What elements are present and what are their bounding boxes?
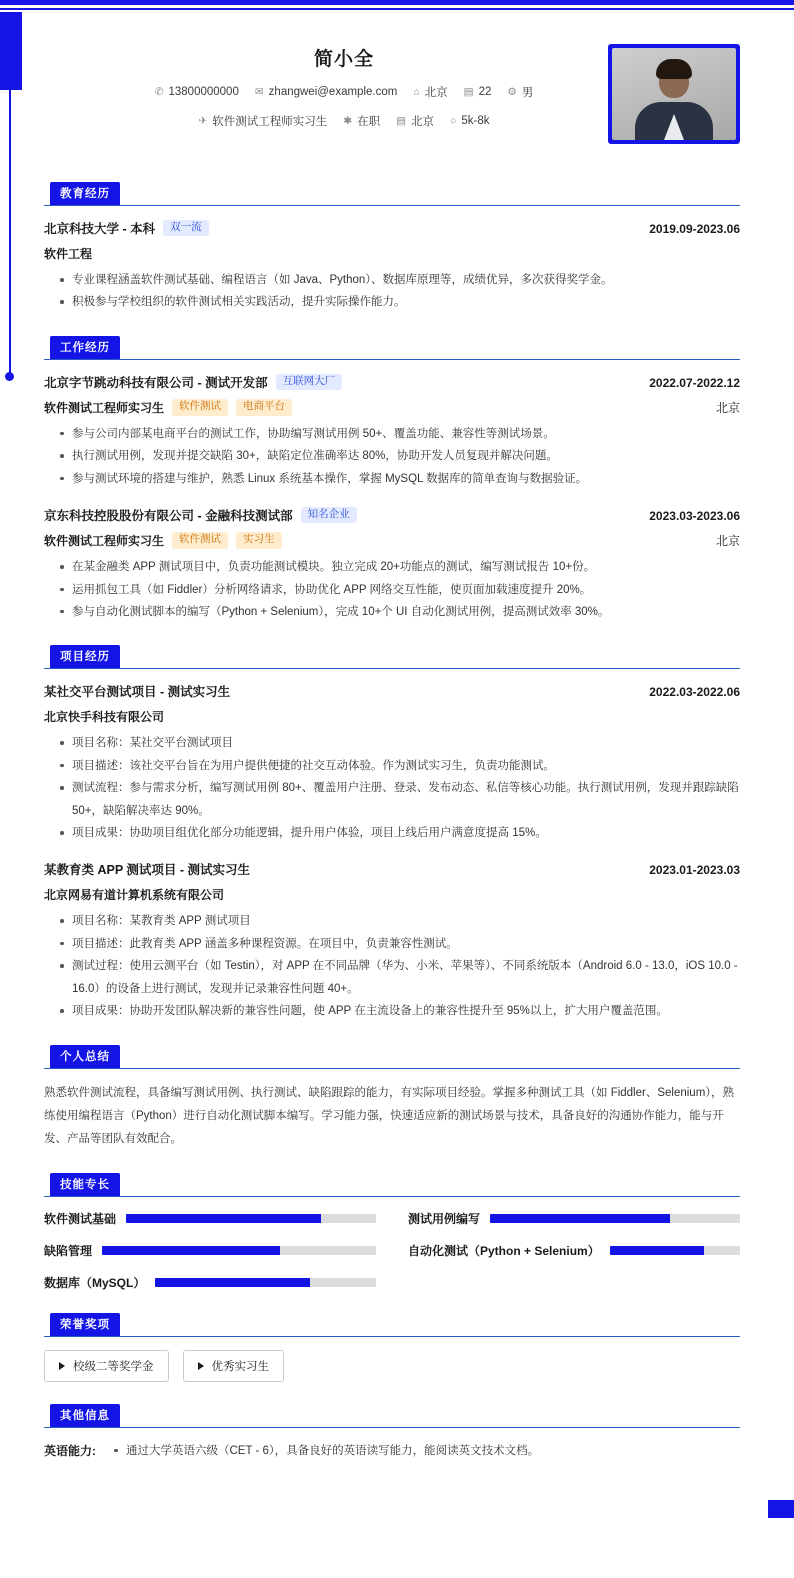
meta-status-value: 在职 <box>357 116 381 128</box>
section-header-other <box>44 1404 740 1428</box>
section-work <box>44 336 740 624</box>
skill-badge: 实习生 <box>236 532 282 549</box>
skill-progress-bar <box>490 1214 740 1223</box>
list-item-text: 某社交平台测试项目 <box>129 737 233 750</box>
list-item: 运用抓包工具（如 Fiddler）分析网络请求，协助优化 APP 网络交互性能，使页面加载速度提升 20%。 <box>62 579 740 601</box>
project-date: 2022.03-2022.06 <box>649 685 740 700</box>
awards-list <box>44 1350 740 1382</box>
list-item-label: 测试流程： <box>72 782 130 795</box>
work-date: 2022.07-2022.12 <box>649 375 740 390</box>
list-item <box>62 910 740 932</box>
list-item-text: 某教育类 APP 测试项目 <box>129 915 251 928</box>
section-title-education: 教育经历 <box>50 182 120 205</box>
skill-progress-bar <box>102 1246 376 1255</box>
skill-progress-fill <box>610 1246 704 1255</box>
send-icon: ✈ <box>198 114 208 127</box>
skill-item <box>408 1242 740 1259</box>
work-role <box>44 532 282 549</box>
list-item-label: 项目成果： <box>72 1005 130 1018</box>
meta-city <box>396 113 434 129</box>
skill-progress-fill <box>155 1278 309 1287</box>
list-item-label: 测试过程： <box>72 960 130 973</box>
education-bullets <box>44 269 740 314</box>
list-item-text: 此教育类 APP 涵盖多种课程资源。在项目中，负责兼容性测试。 <box>129 937 458 950</box>
avatar-image <box>612 48 736 140</box>
avatar <box>608 44 740 144</box>
award-label: 校级二等奖学金 <box>73 1360 154 1373</box>
skill-label: 数据库（MySQL） <box>44 1275 146 1290</box>
resume-header <box>44 44 740 160</box>
mail-icon: ✉ <box>254 85 264 98</box>
skill-progress-fill <box>102 1246 280 1255</box>
section-other <box>44 1404 740 1481</box>
status-badge: 互联网大厂 <box>276 374 343 391</box>
skills-grid <box>44 1210 740 1291</box>
work-entry <box>44 373 740 490</box>
work-company-name: 京东科技控股股份有限公司 - 金融科技测试部 <box>44 509 293 524</box>
other-info-row <box>44 1441 740 1463</box>
meta-location <box>413 84 447 100</box>
work-company <box>44 373 342 391</box>
meta-phone <box>155 86 239 98</box>
project-entry <box>44 860 740 1022</box>
meta-salary-value: 5k-8k <box>461 115 490 127</box>
skill-label: 自动化测试（Python + Selenium） <box>408 1243 600 1258</box>
section-awards <box>44 1313 740 1382</box>
list-item-label: 项目描述： <box>72 759 130 772</box>
status-badge: 双一流 <box>163 220 209 237</box>
work-bullets <box>44 423 740 490</box>
section-title-other: 其他信息 <box>50 1404 120 1427</box>
skill-progress-fill <box>126 1214 321 1223</box>
list-item: 执行测试用例，发现并提交缺陷 30+，缺陷定位准确率达 80%，协助开发人员复现并解决问题。 <box>62 445 740 467</box>
education-major: 软件工程 <box>44 247 93 261</box>
meta-salary <box>450 115 489 127</box>
skill-badge: 软件测试 <box>172 532 228 549</box>
work-location: 北京 <box>715 534 740 549</box>
location-icon: ⌂ <box>413 85 420 98</box>
list-item-label: 项目描述： <box>72 937 130 950</box>
skill-progress-fill <box>490 1214 670 1223</box>
list-item-label: 项目名称： <box>72 737 130 750</box>
project-company: 北京网易有道计算机系统有限公司 <box>44 888 225 903</box>
meta-age <box>464 86 492 98</box>
meta-email <box>255 86 397 98</box>
section-title-work: 工作经历 <box>50 336 120 359</box>
other-info-bullets <box>102 1441 539 1463</box>
skill-item <box>408 1210 740 1227</box>
meta-age-value: 22 <box>478 86 492 98</box>
award-item[interactable] <box>183 1350 285 1382</box>
project-entry <box>44 682 740 844</box>
award-item[interactable] <box>44 1350 169 1382</box>
list-item: 参与公司内部某电商平台的测试工作，协助编写测试用例 50+、覆盖功能、兼容性等测试场景。 <box>62 423 740 445</box>
gender-icon: ⚙ <box>507 85 517 98</box>
section-title-skills: 技能专长 <box>50 1173 120 1196</box>
section-header-skills <box>44 1173 740 1197</box>
work-entry <box>44 506 740 623</box>
meta-location-value: 北京 <box>424 87 448 99</box>
list-item <box>62 755 740 777</box>
meta-phone-value: 13800000000 <box>168 86 239 98</box>
summary-text: 熟悉软件测试流程，具备编写测试用例、执行测试、缺陷跟踪的能力，有实际项目经验。掌握多种测试工具（如 Fiddler、Selenium），熟练使用编程语言（Python）进行自动化测试脚本编写。学习能力强，快速适应新的测试场景与技术，具备良好的沟通协作能力，能与开发、产品等团队有效配合。 <box>44 1086 735 1145</box>
skill-label: 软件测试基础 <box>44 1211 117 1226</box>
education-school-name: 北京科技大学 - 本科 <box>44 222 156 236</box>
project-company: 北京快手科技有限公司 <box>44 710 165 725</box>
education-date: 2019.09-2023.06 <box>649 222 740 236</box>
list-item <box>62 955 740 1000</box>
meta-target-position-value: 软件测试工程师实习生 <box>212 116 328 128</box>
section-title-projects: 项目经历 <box>50 645 120 668</box>
section-projects <box>44 645 740 1022</box>
work-date: 2023.03-2023.06 <box>649 509 740 524</box>
list-item-label: 项目名称： <box>72 915 130 928</box>
education-entry <box>44 219 740 314</box>
meta-status <box>343 113 380 129</box>
page-title: 简小全 <box>313 49 374 70</box>
list-item <box>62 822 740 844</box>
list-item: 积极参与学校组织的软件测试相关实践活动，提升实际操作能力。 <box>62 291 740 313</box>
list-item <box>62 1000 740 1022</box>
status-icon: ✱ <box>343 114 353 127</box>
list-item <box>62 933 740 955</box>
section-title-awards: 荣誉奖项 <box>50 1313 120 1336</box>
skill-item <box>44 1242 376 1259</box>
section-education <box>44 182 740 314</box>
list-item-label: 项目成果： <box>72 827 130 840</box>
section-header-summary <box>44 1045 740 1069</box>
salary-icon: ○ <box>450 114 457 127</box>
meta-gender <box>507 84 533 100</box>
skill-progress-bar <box>610 1246 740 1255</box>
other-info-label: 英语能力: <box>44 1443 96 1458</box>
status-badge: 知名企业 <box>301 507 357 524</box>
skill-progress-bar <box>126 1214 376 1223</box>
skill-item <box>44 1274 376 1291</box>
skill-label: 缺陷管理 <box>44 1243 93 1258</box>
meta-target-position <box>198 113 327 129</box>
work-company-name: 北京字节跳动科技有限公司 - 测试开发部 <box>44 375 268 390</box>
work-company <box>44 506 357 524</box>
section-header-work <box>44 336 740 360</box>
work-location: 北京 <box>715 400 740 415</box>
list-item: 通过大学英语六级（CET - 6），具备良好的英语读写能力，能阅读英文技术文档。 <box>118 1441 539 1463</box>
skill-progress-bar <box>155 1278 376 1287</box>
section-summary <box>44 1045 740 1151</box>
list-item: 专业课程涵盖软件测试基础、编程语言（如 Java、Python）、数据库原理等，成绩优异，多次获得奖学金。 <box>62 269 740 291</box>
skill-item <box>44 1210 376 1227</box>
award-label: 优秀实习生 <box>211 1360 269 1373</box>
project-name: 某社交平台测试项目 - 测试实习生 <box>44 685 231 700</box>
list-item <box>62 732 740 754</box>
city-icon: ▤ <box>396 114 407 127</box>
play-triangle-icon <box>59 1362 65 1370</box>
meta-gender-value: 男 <box>521 87 534 99</box>
work-role-name: 软件测试工程师实习生 <box>44 534 165 549</box>
list-item-text: 协助项目组优化部分功能逻辑，提升用户体验，项目上线后用户满意度提高 15%。 <box>129 827 547 840</box>
project-date: 2023.01-2023.03 <box>649 863 740 878</box>
skill-badge: 电商平台 <box>236 399 292 416</box>
section-header-awards <box>44 1313 740 1337</box>
project-name: 某教育类 APP 测试项目 - 测试实习生 <box>44 863 251 878</box>
meta-email-value: zhangwei@example.com <box>268 86 398 98</box>
skill-label: 测试用例编写 <box>408 1211 481 1226</box>
section-skills <box>44 1173 740 1291</box>
work-role-name: 软件测试工程师实习生 <box>44 400 165 415</box>
list-item: 参与自动化测试脚本的编写（Python + Selenium），完成 10+个 UI 自动化测试用例，提高测试效率 30%。 <box>62 601 740 623</box>
meta-city-value: 北京 <box>411 116 435 128</box>
skill-badge: 软件测试 <box>172 399 228 416</box>
calendar-icon: ▤ <box>463 85 474 98</box>
list-item-text: 该社交平台旨在为用户提供便捷的社交互动体验。作为测试实习生，负责功能测试。 <box>129 759 555 772</box>
list-item <box>62 777 740 822</box>
work-role <box>44 399 292 416</box>
decor-right-block <box>768 1500 794 1518</box>
education-school <box>44 219 209 237</box>
section-header-projects <box>44 645 740 669</box>
play-triangle-icon <box>198 1362 204 1370</box>
section-header-education <box>44 182 740 206</box>
project-bullets <box>44 910 740 1022</box>
list-item-text: 协助开发团队解决新的兼容性问题，使 APP 在主流设备上的兼容性提升至 95%以上，扩大用户覆盖范围。 <box>129 1005 668 1018</box>
phone-icon: ✆ <box>154 85 164 98</box>
list-item-text: 使用云测平台（如 Testin），对 APP 在不同品牌（华为、小米、苹果等）、不同系统版本（Android 6.0 - 13.0，iOS 10.0 - 16.0）的设备上进行测试，发现并记录兼容性问题 40+。 <box>72 960 738 995</box>
list-item: 参与测试环境的搭建与维护，熟悉 Linux 系统基本操作，掌握 MySQL 数据库的简单查询与数据验证。 <box>62 468 740 490</box>
project-bullets <box>44 732 740 844</box>
avatar-hair <box>656 59 692 79</box>
work-bullets <box>44 556 740 623</box>
section-title-summary: 个人总结 <box>50 1045 120 1068</box>
list-item: 在某金融类 APP 测试项目中，负责功能测试模块。独立完成 20+功能点的测试，编写测试报告 10+份。 <box>62 556 740 578</box>
list-item-text: 参与需求分析，编写测试用例 80+、覆盖用户注册、登录、发布动态、私信等核心功能。执行测试用例，发现并跟踪缺陷 50+，缺陷解决率达 90%。 <box>72 782 739 817</box>
